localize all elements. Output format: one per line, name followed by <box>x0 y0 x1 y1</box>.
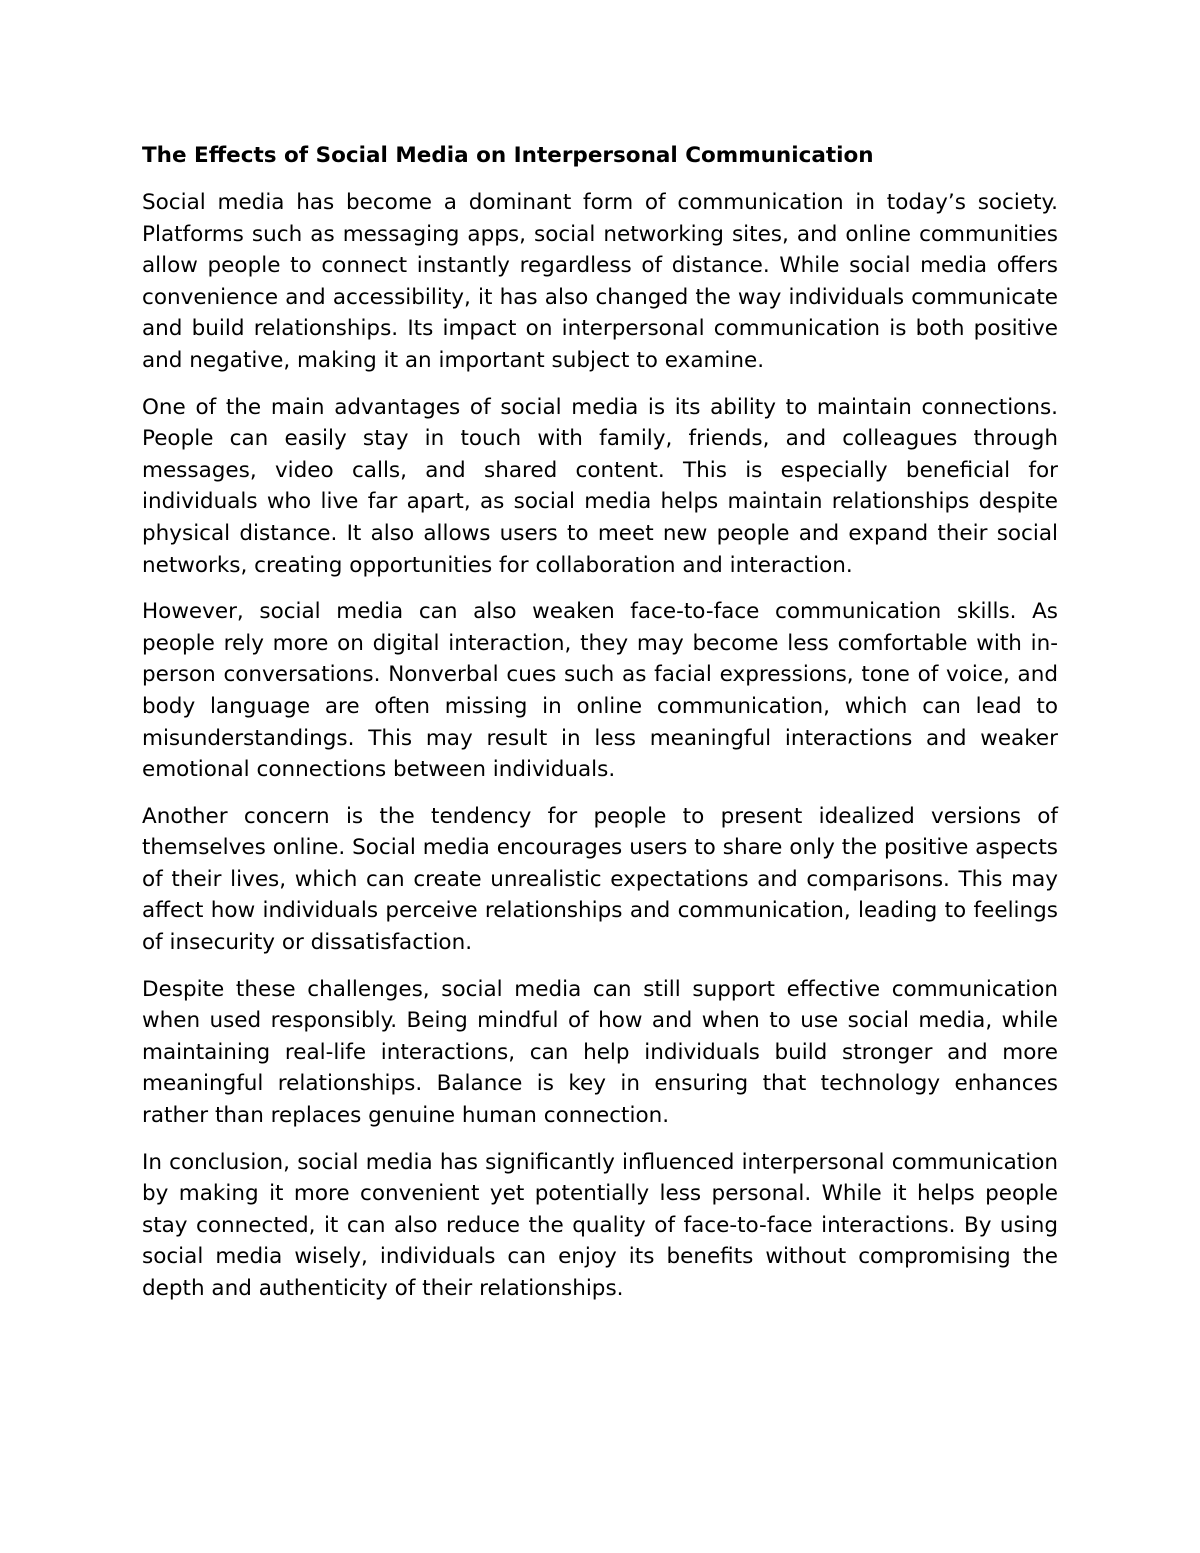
paragraph-advantages: One of the main advantages of social media is its ability to maintain connections. People can easily stay in touch with family, friends, and colleagues through messages, video calls, and shared content. This is especially beneficial for individuals who live far apart, as social media helps maintain relationships despite physical distance. It also allows users to meet new people and expand their social networks, creating opportunities for collaboration and interaction. <box>142 394 1058 578</box>
paragraph-conclusion: In conclusion, social media has significantly influenced interpersonal communication by making it more convenient yet potentially less personal. While it helps people stay connected, it can also reduce the quality of face-to-face interactions. By using social media wisely, individuals can enjoy its benefits without compromising the depth and authenticity of their relationships. <box>142 1149 1058 1301</box>
paragraph-idealized-versions: Another concern is the tendency for people to present idealized versions of themselves online. Social media encourages users to share only the positive aspects of their lives, which can create unrealistic expectations and comparisons. This may affect how individuals perceive relationships and communication, leading to feelings of insecurity or dissatisfaction. <box>142 803 1058 956</box>
document-body <box>142 140 1058 1320</box>
paragraph-responsible-use: Despite these challenges, social media can still support effective communication when used responsibly. Being mindful of how and when to use social media, while maintaining real-life interactions, can help individuals build stronger and more meaningful relationships. Balance is key in ensuring that technology enhances rather than replaces genuine human connection. <box>142 976 1058 1129</box>
paragraph-intro: Social media has become a dominant form of communication in today’s society. Platforms such as messaging apps, social networking sites, and online communities allow people to connect instantly regardless of distance. While social media offers convenience and accessibility, it has also changed the way individuals communicate and build relationships. Its impact on interpersonal communication is both positive and negative, making it an important subject to examine. <box>142 190 1058 373</box>
paragraph-weakening-skills: However, social media can also weaken face-to-face communication skills. As people rely more on digital interaction, they may become less comfortable with in-person conversations. Nonverbal cues such as facial expressions, tone of voice, and body language are often missing in online communication, which can lead to misunderstandings. This may result in less meaningful interactions and weaker emotional connections between individuals. <box>142 599 1058 783</box>
document-title: The Effects of Social Media on Interpersonal Communication <box>142 143 874 168</box>
